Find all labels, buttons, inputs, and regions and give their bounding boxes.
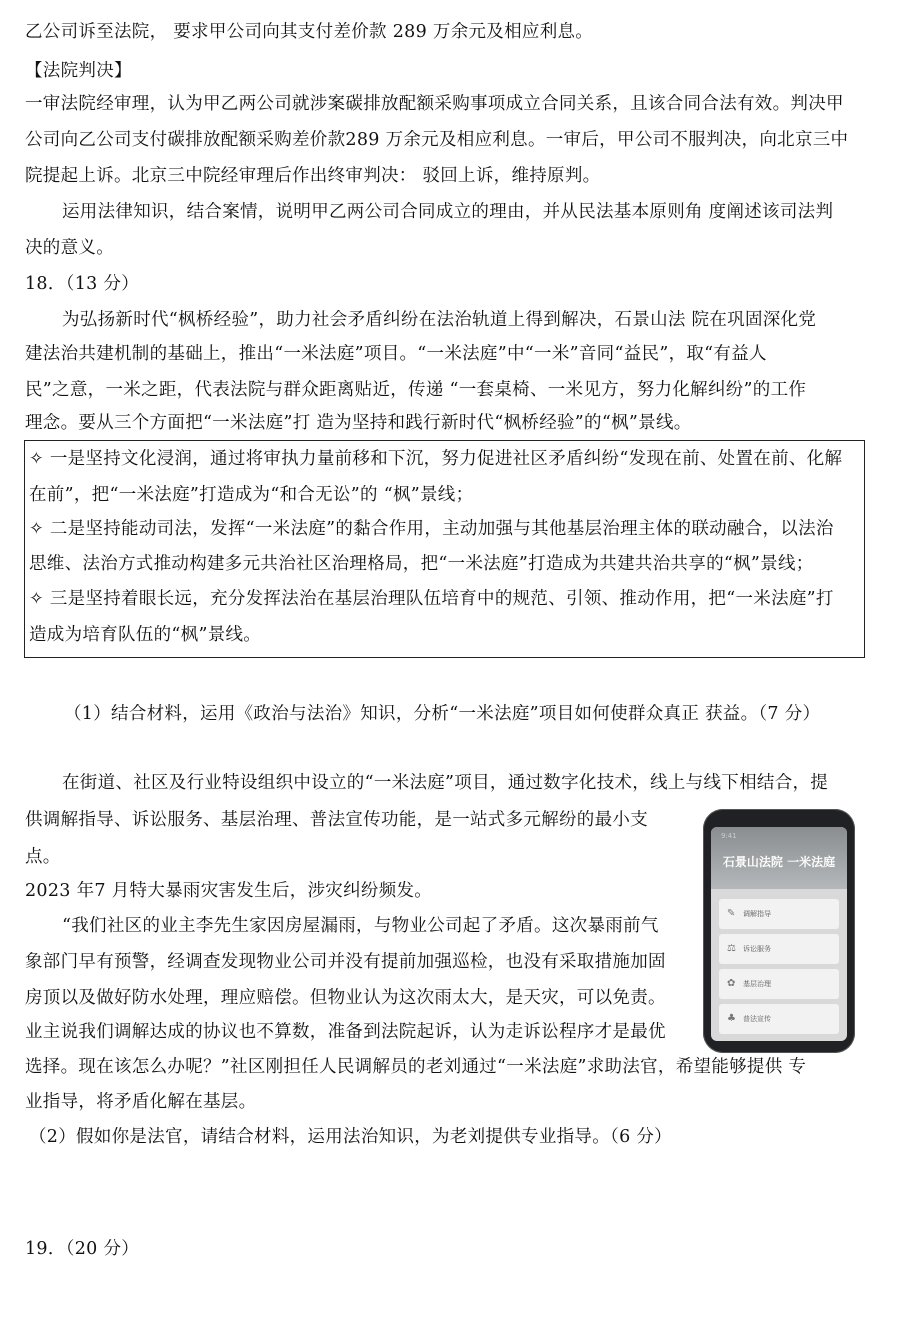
app-menu-item [719, 1004, 839, 1034]
text-line: 乙公司诉至法院， 要求甲公司向其支付差价款 289 万余元及相应利息。 [25, 22, 594, 42]
status-time: 9:41 [721, 832, 737, 840]
flower-icon: ✿ [727, 978, 736, 989]
phone-app-image [703, 809, 855, 1053]
app-title: 石景山法院 一米法庭 [722, 855, 836, 869]
text-line: “我们社区的业主李先生家因房屋漏雨，与物业公司起了矛盾。这次暴雨前气 [62, 916, 659, 936]
text-line: 决的意义。 [25, 238, 114, 258]
menu-label: 基层治理 [743, 980, 771, 988]
text-line: 业主说我们调解达成的协议也不算数，准备到法院起诉，认为走诉讼程序才是最优 [25, 1022, 666, 1042]
text-line: 民”之意，一米之距，代表法院与群众距离贴近，传递 “一套桌椅、一米见方，努力化解纠纷”的工作 [25, 380, 807, 400]
question-number: 18．（13 分） [25, 274, 140, 294]
box-line: 思维、法治方式推动构建多元共治社区治理格局，把“一米法庭”打造成为共建共治共享的“枫”景线； [29, 554, 814, 574]
sub-question-1: （1）结合材料，运用《政治与法治》知识，分析“一米法庭”项目如何使群众真正 获益。（7 分） [64, 704, 821, 724]
box-line: 在前”，把“一米法庭”打造成为“和合无讼”的 “枫”景线； [29, 485, 474, 505]
text-line: 供调解指导、诉讼服务、基层治理、普法宣传功能，是一站式多元解纷的最小支 [25, 810, 648, 830]
mediation-icon: ✎ [727, 908, 736, 919]
section-heading: 【法院判决】 [25, 61, 132, 81]
text-line: 象部门早有预警，经调查发现物业公司并没有提前加强巡检，也没有采取措施加固 [25, 952, 666, 972]
text-line: 业指导，将矛盾化解在基层。 [25, 1092, 257, 1112]
material-box [24, 440, 865, 658]
sub-question-2: （2）假如你是法官，请结合材料，运用法治知识，为老刘提供专业指导。（6 分） [29, 1127, 672, 1147]
text-line: 一审法院经审理，认为甲乙两公司就涉案碳排放配额采购事项成立合同关系，且该合同合法有效。判决甲 [25, 94, 844, 114]
text-line: 房顶以及做好防水处理，理应赔偿。但物业认为这次雨太大，是天灾，可以免责。 [25, 988, 666, 1008]
text-line: 点。 [25, 847, 61, 867]
app-menu-item [719, 934, 839, 964]
text-line: 为弘扬新时代“枫桥经验”，助力社会矛盾纠纷在法治轨道上得到解决，石景山法 院在巩固深化党 [62, 310, 817, 330]
text-line: 运用法律知识，结合案情，说明甲乙两公司合同成立的理由，并从民法基本原则角 度阐述该司法判 [62, 202, 834, 222]
box-line: ✧ 一是坚持文化浸润，通过将审执力量前移和下沉，努力促进社区矛盾纠纷“发现在前、处置在前、化解 [29, 449, 843, 469]
app-menu-item [719, 969, 839, 999]
menu-label: 诉讼服务 [743, 945, 771, 953]
app-menu-item [719, 899, 839, 929]
phone-screen [711, 827, 847, 1041]
box-line: 造成为培育队伍的“枫”景线。 [29, 625, 262, 645]
scales-icon: ⚖ [727, 943, 736, 954]
text-line: 院提起上诉。北京三中院经审理后作出终审判决： 驳回上诉，维持原判。 [25, 166, 601, 186]
text-line: 公司向乙公司支付碳排放配额采购差价款289 万余元及相应利息。一审后，甲公司不服判决，向北京三中 [25, 130, 849, 150]
menu-label: 普法宣传 [743, 1015, 771, 1023]
text-line: 2023 年7 月特大暴雨灾害发生后，涉灾纠纷频发。 [25, 881, 433, 901]
box-line: ✧ 二是坚持能动司法，发挥“一米法庭”的黏合作用，主动加强与其他基层治理主体的联动融合，以法治 [29, 519, 834, 539]
question-number: 19．（20 分） [25, 1239, 140, 1259]
text-line: 选择。现在该怎么办呢？”社区刚担任人民调解员的老刘通过“一米法庭”求助法官，希望能够提供 专 [25, 1057, 807, 1077]
tree-icon: ♣ [727, 1013, 736, 1024]
box-line: ✧ 三是坚持着眼长远，充分发挥法治在基层治理队伍培育中的规范、引领、推动作用，把“一米法庭”打 [29, 589, 834, 609]
text-line: 在街道、社区及行业特设组织中设立的“一米法庭”项目，通过数字化技术，线上与线下相结合，提 [62, 773, 829, 793]
text-line: 建法治共建机制的基础上，推出“一米法庭”项目。“一米法庭”中“一米”音同“益民”，取“有益人 [25, 344, 767, 364]
text-line: 理念。要从三个方面把“一米法庭”打 造为坚持和践行新时代“枫桥经验”的“枫”景线。 [25, 413, 692, 433]
menu-label: 调解指导 [743, 910, 771, 918]
